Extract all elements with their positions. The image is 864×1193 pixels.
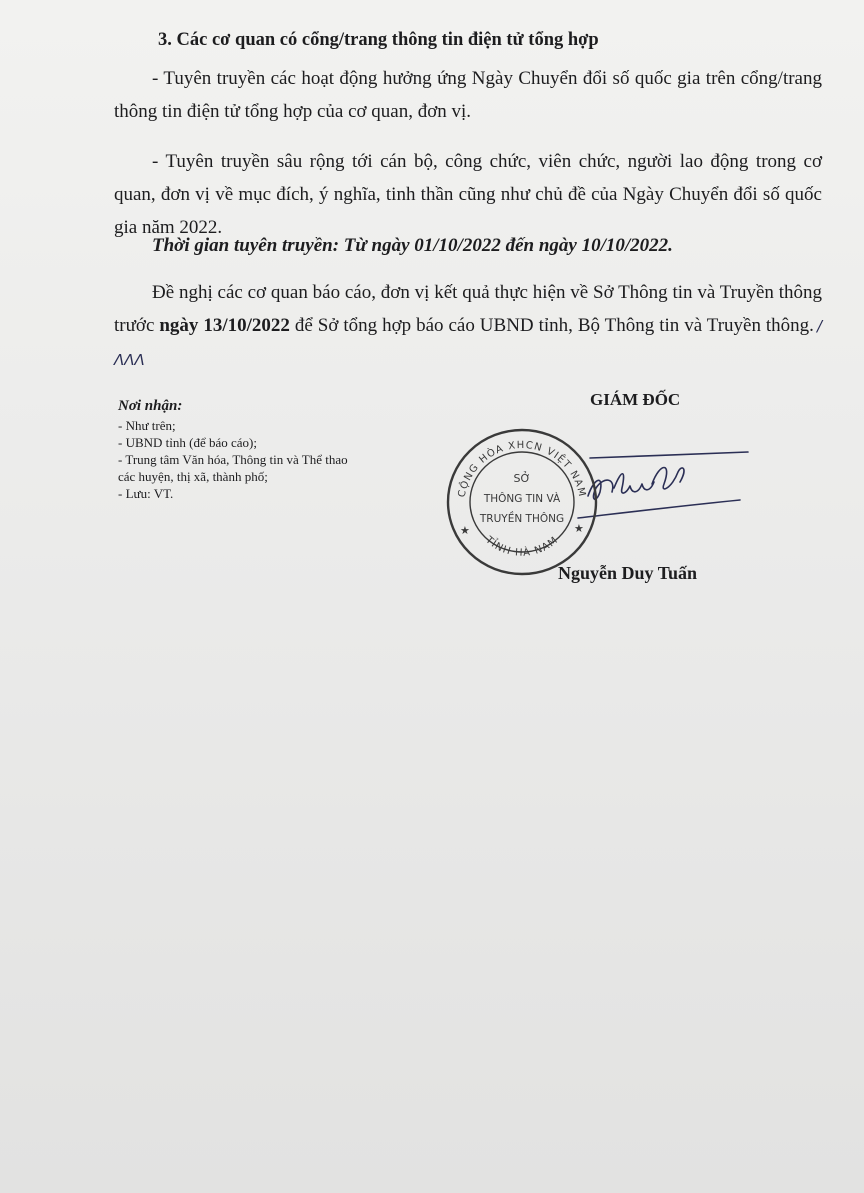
stamp-line-3: TRUYỀN THÔNG	[479, 513, 565, 525]
paragraph-2-text: - Tuyên truyền sâu rộng tới cán bộ, công chức, viên chức, người lao động trong cơ quan, đơn vị về mục đích, ý nghĩa, tinh thần cũng như chủ đề của Ngày Chuyển đổi số quốc gia năm 2022.	[114, 151, 822, 238]
request-paragraph	[114, 276, 822, 377]
recipients-block	[118, 398, 448, 502]
stamp-top-text: CỘNG HÒA XHCN VIỆT NAM	[456, 439, 588, 499]
handwritten-initials: /ΛΛΛ	[114, 317, 822, 369]
stamp-star-icon: ★	[574, 523, 584, 535]
request-part-1: Đề nghị các cơ quan báo cáo, đơn vị kết quả thực hiện về Sở Thông tin và Truyền thông trước	[114, 282, 822, 336]
time-line	[114, 229, 822, 262]
stamp-bottom-text: TỈNH HÀ NAM	[483, 534, 561, 559]
signer-position: GIÁM ĐỐC	[590, 390, 681, 409]
stamp-line-2: THÔNG TIN VÀ	[483, 493, 561, 505]
recipient-item: - Như trên;	[118, 418, 176, 433]
svg-text:TỈNH HÀ NAM	[483, 534, 561, 559]
paragraph-1-text: - Tuyên truyền các hoạt động hưởng ứng Ngày Chuyển đổi số quốc gia trên cổng/trang thông tin điện tử tổng hợp của cơ quan, đơn vị.	[114, 68, 822, 122]
signer-name: Nguyễn Duy Tuấn	[558, 563, 698, 583]
request-part-2: để Sở tổng hợp báo cáo UBND tỉnh, Bộ Thông tin và Truyền thông.	[289, 315, 814, 336]
recipient-item: - Lưu: VT.	[118, 486, 174, 501]
recipient-item: - UBND tỉnh (để báo cáo);	[118, 435, 257, 450]
stamp-icon	[442, 420, 602, 580]
time-line-text: Thời gian tuyên truyền: Từ ngày 01/10/2022 đến ngày 10/10/2022.	[152, 235, 673, 256]
stamp-line-1: SỞ	[513, 472, 531, 485]
official-stamp	[442, 420, 602, 580]
request-deadline: ngày 13/10/2022	[159, 315, 290, 336]
svg-text:CỘNG HÒA XHCN VIỆT NAM	[457, 440, 588, 499]
section-heading: 3. Các cơ quan có cổng/trang thông tin điện tử tổng hợp	[158, 30, 599, 50]
recipient-item: các huyện, thị xã, thành phố;	[118, 469, 268, 484]
stamp-star-icon: ★	[460, 525, 470, 537]
recipients-title: Nơi nhận:	[118, 398, 183, 414]
paragraph-1	[114, 62, 822, 128]
recipient-item: - Trung tâm Văn hóa, Thông tin và Thể thao	[118, 452, 348, 467]
